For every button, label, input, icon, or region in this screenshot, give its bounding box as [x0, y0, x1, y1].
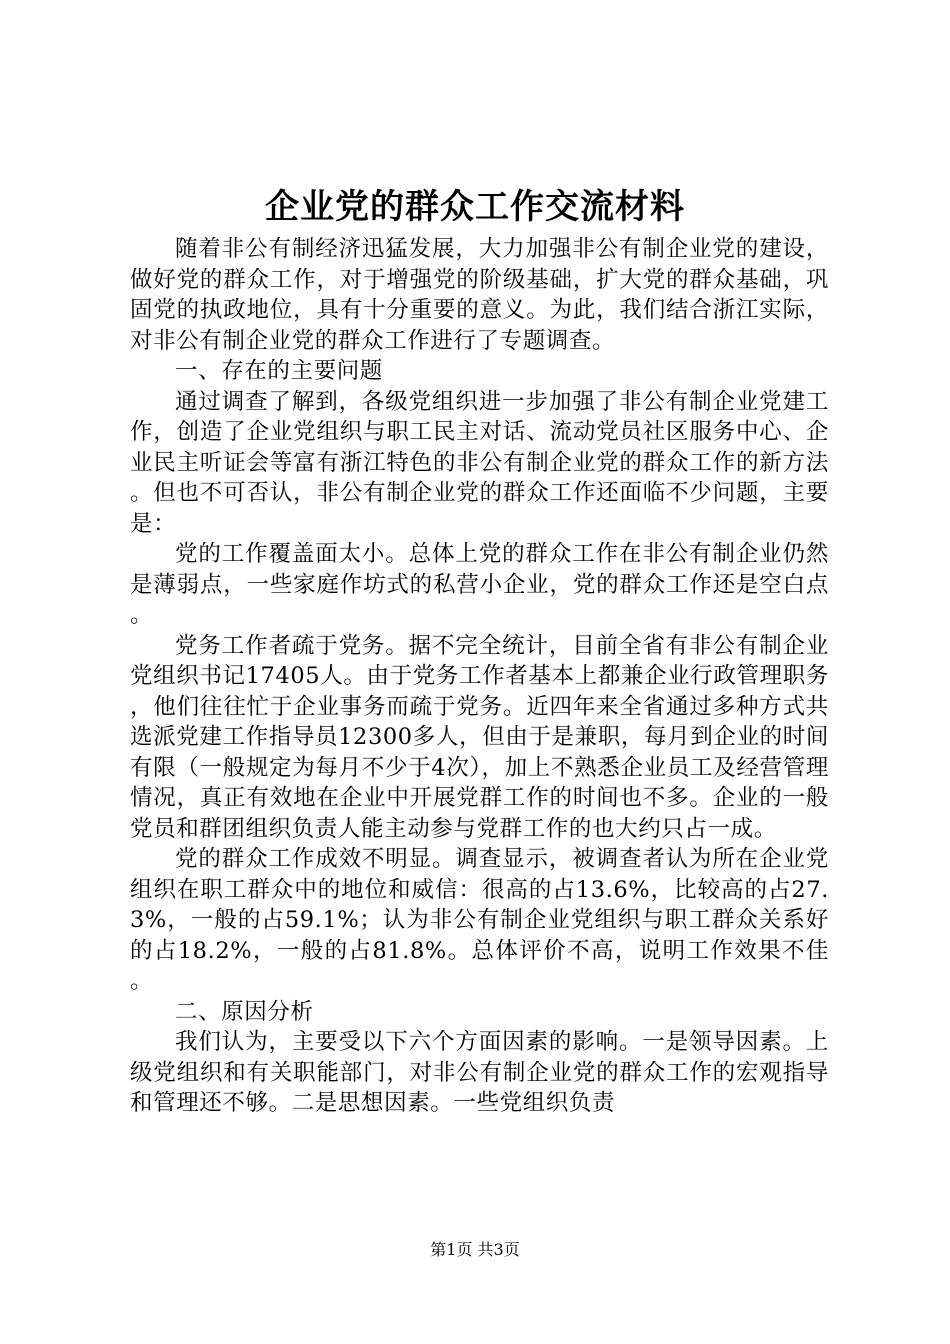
- body-paragraph: 党的工作覆盖面太小。总体上党的群众工作在非公有制企业仍然是薄弱点，一些家庭作坊式的私营小企业，党的群众工作还是空白点。: [130, 541, 829, 628]
- body-paragraph: 党务工作者疏于党务。据不完全统计，目前全省有非公有制企业党组织书记17405人。由于党务工作者基本上都兼企业行政管理职务，他们往往忙于企业事务而疏于党务。近四年来全省通过多种方式共选派党建工作指导员12300多人，但由于是兼职，每月到企业的时间有限（一般规定为每月不少于4次），加上不熟悉企业员工及经营管理情况，真正有效地在企业中开展党群工作的时间也不多。企业的一般党员和群团组织负责人能主动参与党群工作的也大约只占一成。: [130, 632, 829, 842]
- section-heading-causes: 二、原因分析: [175, 998, 314, 1025]
- document-title: 企业党的群众工作交流材料: [265, 187, 685, 227]
- body-paragraph: 通过调查了解到，各级党组织进一步加强了非公有制企业党建工作，创造了企业党组织与职工民主对话、流动党员社区服务中心、企业民主听证会等富有浙江特色的非公有制企业党的群众工作的新方法。但也不可否认，非公有制企业党的群众工作还面临不少问题，主要是：: [130, 388, 829, 537]
- section-heading-problems: 一、存在的主要问题: [175, 358, 383, 384]
- document-body: [130, 234, 829, 1119]
- page-number-footer: 第1页 共3页: [430, 1240, 520, 1259]
- intro-paragraph: 随着非公有制经济迅猛发展，大力加强非公有制企业党的建设，做好党的群众工作，对于增强党的阶级基础，扩大党的群众基础，巩固党的执政地位，具有十分重要的意义。为此，我们结合浙江实际，对非公有制企业党的群众工作进行了专题调查。: [130, 236, 829, 354]
- body-paragraph: 我们认为，主要受以下六个方面因素的影响。一是领导因素。上级党组织和有关职能部门，对非公有制企业党的群众工作的宏观指导和管理还不够。二是思想因素。一些党组织负责: [130, 1029, 829, 1116]
- body-paragraph: 党的群众工作成效不明显。调查显示，被调查者认为所在企业党组织在职工群众中的地位和威信：很高的占13.6%，比较高的占27.3%，一般的占59.1%；认为非公有制企业党组织与职工群众关系好的占18.2%，一般的占81.8%。总体评价不高，说明工作效果不佳。: [130, 846, 829, 994]
